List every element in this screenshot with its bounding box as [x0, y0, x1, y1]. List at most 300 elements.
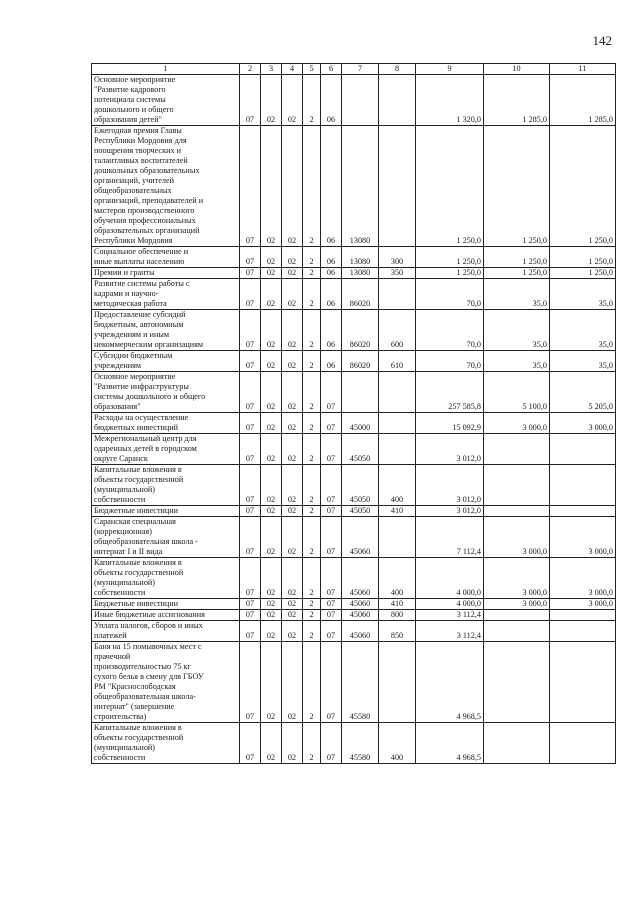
- description-line: Республики Мордовия: [94, 236, 173, 245]
- code-cell: 13080: [342, 126, 379, 247]
- row-description: [92, 642, 240, 723]
- code-cell: 02: [261, 247, 282, 268]
- code-cell: 02: [261, 75, 282, 126]
- description-line: потенциала системы: [94, 95, 166, 104]
- page-number: 142: [592, 33, 612, 48]
- code-cell: 07: [321, 506, 342, 517]
- table-row: [92, 372, 616, 413]
- amount-cell: 3 000,0: [550, 599, 616, 610]
- code-cell: 07: [240, 434, 261, 465]
- code-cell: 2: [303, 517, 321, 558]
- description-line: сухого белья в смену для ГБОУ: [94, 672, 204, 681]
- description-line: общеобразовательных: [94, 186, 172, 195]
- table-row: [92, 642, 616, 723]
- column-header: 9: [416, 64, 484, 75]
- code-cell: 45060: [342, 610, 379, 621]
- amount-cell: 1 250,0: [550, 268, 616, 279]
- code-cell: 07: [321, 599, 342, 610]
- description-line: округе Саранск: [94, 454, 148, 463]
- code-cell: 07: [321, 517, 342, 558]
- amount-cell: 70,0: [416, 310, 484, 351]
- table-row: [92, 75, 616, 126]
- description-line: (коррекционная): [94, 527, 152, 536]
- code-cell: 400: [379, 558, 416, 599]
- code-cell: 07: [240, 268, 261, 279]
- column-header: 8: [379, 64, 416, 75]
- amount-cell: [550, 610, 616, 621]
- code-cell: 02: [282, 268, 303, 279]
- code-cell: 07: [321, 413, 342, 434]
- description-line: иные выплаты населению: [94, 257, 185, 266]
- description-line: образования": [94, 402, 141, 411]
- code-cell: 45000: [342, 413, 379, 434]
- code-cell: 07: [321, 558, 342, 599]
- amount-cell: [484, 621, 550, 642]
- code-cell: 06: [321, 247, 342, 268]
- amount-cell: 3 000,0: [550, 413, 616, 434]
- description-line: РМ "Краснослободская: [94, 682, 176, 691]
- code-cell: 2: [303, 75, 321, 126]
- amount-cell: 3 000,0: [484, 413, 550, 434]
- description-line: (муниципальной): [94, 743, 156, 752]
- column-header: 7: [342, 64, 379, 75]
- column-header: 4: [282, 64, 303, 75]
- table-row: [92, 517, 616, 558]
- amount-cell: 1 250,0: [416, 126, 484, 247]
- row-description: [92, 268, 240, 279]
- code-cell: 600: [379, 310, 416, 351]
- description-line: Развитие системы работы с: [94, 279, 190, 288]
- row-description: [92, 723, 240, 764]
- description-line: кадрами и научно-: [94, 289, 159, 298]
- code-cell: 02: [282, 465, 303, 506]
- amount-cell: 70,0: [416, 279, 484, 310]
- amount-cell: [484, 506, 550, 517]
- description-line: Предоставление субсидий: [94, 310, 186, 319]
- code-cell: 02: [282, 310, 303, 351]
- description-line: обучения профессиональных: [94, 216, 196, 225]
- description-line: учреждениям и иным: [94, 330, 170, 339]
- code-cell: 2: [303, 413, 321, 434]
- amount-cell: [484, 642, 550, 723]
- column-header: 5: [303, 64, 321, 75]
- amount-cell: 257 585,8: [416, 372, 484, 413]
- code-cell: 300: [379, 247, 416, 268]
- code-cell: 2: [303, 351, 321, 372]
- description-line: интернат" (завершение: [94, 702, 175, 711]
- row-description: [92, 506, 240, 517]
- description-line: Премии и гранты: [94, 268, 155, 277]
- amount-cell: [484, 434, 550, 465]
- amount-cell: 3 000,0: [484, 517, 550, 558]
- row-description: [92, 310, 240, 351]
- description-line: Капитальные вложения в: [94, 723, 182, 732]
- description-line: Бюджетные инвестиции: [94, 599, 179, 608]
- code-cell: 2: [303, 642, 321, 723]
- budget-table: [91, 63, 616, 764]
- description-line: объекты государственной: [94, 475, 184, 484]
- row-description: [92, 126, 240, 247]
- description-line: "Развитие инфраструктуры: [94, 382, 189, 391]
- code-cell: 07: [240, 465, 261, 506]
- description-line: методическая работа: [94, 299, 167, 308]
- row-description: [92, 599, 240, 610]
- code-cell: 02: [282, 642, 303, 723]
- description-line: "Развитие кадрового: [94, 85, 166, 94]
- description-line: некоммерческим организациям: [94, 340, 204, 349]
- code-cell: 02: [282, 599, 303, 610]
- description-line: Капитальные вложения в: [94, 465, 182, 474]
- code-cell: 02: [282, 279, 303, 310]
- code-cell: 800: [379, 610, 416, 621]
- column-header: 3: [261, 64, 282, 75]
- row-description: [92, 372, 240, 413]
- code-cell: 45580: [342, 723, 379, 764]
- table-row: [92, 413, 616, 434]
- amount-cell: 35,0: [550, 351, 616, 372]
- table-body: [92, 75, 616, 764]
- amount-cell: 1 285,0: [550, 75, 616, 126]
- description-line: Основное мероприятие: [94, 372, 176, 381]
- code-cell: 2: [303, 310, 321, 351]
- code-cell: 07: [321, 610, 342, 621]
- description-line: Межрегиональный центр для: [94, 434, 197, 443]
- description-line: организаций, преподавателей и: [94, 196, 204, 205]
- description-line: (муниципальной): [94, 578, 156, 587]
- code-cell: 2: [303, 599, 321, 610]
- code-cell: 06: [321, 126, 342, 247]
- description-line: объекты государственной: [94, 568, 184, 577]
- code-cell: [379, 642, 416, 723]
- amount-cell: [484, 610, 550, 621]
- code-cell: 06: [321, 351, 342, 372]
- amount-cell: 1 250,0: [550, 126, 616, 247]
- code-cell: 45050: [342, 465, 379, 506]
- amount-cell: [550, 723, 616, 764]
- column-header: 2: [240, 64, 261, 75]
- description-line: бюджетным, автономным: [94, 320, 184, 329]
- code-cell: [379, 434, 416, 465]
- code-cell: 45060: [342, 599, 379, 610]
- amount-cell: 1 250,0: [416, 268, 484, 279]
- code-cell: 350: [379, 268, 416, 279]
- amount-cell: 35,0: [484, 351, 550, 372]
- code-cell: 400: [379, 465, 416, 506]
- code-cell: 02: [261, 310, 282, 351]
- code-cell: 07: [240, 506, 261, 517]
- amount-cell: 1 250,0: [484, 268, 550, 279]
- amount-cell: [550, 642, 616, 723]
- amount-cell: 1 250,0: [550, 247, 616, 268]
- header-row: [92, 64, 616, 75]
- code-cell: 02: [261, 351, 282, 372]
- code-cell: 02: [261, 599, 282, 610]
- table-row: [92, 723, 616, 764]
- description-line: строительства): [94, 712, 147, 721]
- code-cell: [379, 279, 416, 310]
- description-line: Ежегодная премия Главы: [94, 126, 182, 135]
- code-cell: 07: [240, 599, 261, 610]
- code-cell: 2: [303, 723, 321, 764]
- code-cell: 13080: [342, 247, 379, 268]
- description-line: платежей: [94, 631, 127, 640]
- code-cell: 07: [321, 621, 342, 642]
- row-description: [92, 247, 240, 268]
- code-cell: 13080: [342, 268, 379, 279]
- amount-cell: 3 000,0: [550, 558, 616, 599]
- code-cell: 06: [321, 75, 342, 126]
- amount-cell: 1 320,0: [416, 75, 484, 126]
- code-cell: 06: [321, 310, 342, 351]
- code-cell: 86020: [342, 310, 379, 351]
- code-cell: 410: [379, 506, 416, 517]
- code-cell: 2: [303, 434, 321, 465]
- code-cell: 2: [303, 268, 321, 279]
- description-line: образования детей": [94, 115, 162, 124]
- code-cell: 02: [261, 621, 282, 642]
- amount-cell: 3 112,4: [416, 610, 484, 621]
- amount-cell: 5 205,0: [550, 372, 616, 413]
- table-row: [92, 465, 616, 506]
- description-line: (муниципальной): [94, 485, 156, 494]
- amount-cell: 35,0: [550, 279, 616, 310]
- column-header: 11: [550, 64, 616, 75]
- code-cell: 07: [321, 642, 342, 723]
- amount-cell: 1 285,0: [484, 75, 550, 126]
- amount-cell: 4 000,0: [416, 599, 484, 610]
- amount-cell: 1 250,0: [484, 247, 550, 268]
- code-cell: 02: [261, 413, 282, 434]
- row-description: [92, 517, 240, 558]
- code-cell: 07: [321, 465, 342, 506]
- description-line: образовательных организаций: [94, 226, 200, 235]
- amount-cell: 4 000,0: [416, 558, 484, 599]
- row-description: [92, 413, 240, 434]
- table-row: [92, 621, 616, 642]
- code-cell: 02: [282, 558, 303, 599]
- code-cell: 02: [282, 434, 303, 465]
- table-row: [92, 310, 616, 351]
- amount-cell: [550, 621, 616, 642]
- description-line: собственности: [94, 495, 146, 504]
- code-cell: 2: [303, 621, 321, 642]
- code-cell: [379, 75, 416, 126]
- description-line: Уплата налогов, сборов и иных: [94, 621, 203, 630]
- code-cell: 02: [282, 506, 303, 517]
- description-line: объекты государственной: [94, 733, 184, 742]
- code-cell: 2: [303, 558, 321, 599]
- code-cell: 86020: [342, 351, 379, 372]
- description-line: собственности: [94, 588, 146, 597]
- code-cell: 07: [321, 434, 342, 465]
- code-cell: 07: [240, 372, 261, 413]
- code-cell: 02: [261, 610, 282, 621]
- code-cell: 45580: [342, 642, 379, 723]
- code-cell: 2: [303, 465, 321, 506]
- code-cell: 07: [240, 126, 261, 247]
- code-cell: 07: [240, 558, 261, 599]
- code-cell: 02: [282, 610, 303, 621]
- code-cell: 07: [321, 372, 342, 413]
- code-cell: 02: [282, 126, 303, 247]
- code-cell: [342, 75, 379, 126]
- amount-cell: 3 112,4: [416, 621, 484, 642]
- description-line: учреждениям: [94, 361, 142, 370]
- amount-cell: 3 000,0: [484, 599, 550, 610]
- code-cell: 86020: [342, 279, 379, 310]
- amount-cell: [484, 465, 550, 506]
- table-row: [92, 247, 616, 268]
- amount-cell: 35,0: [484, 310, 550, 351]
- amount-cell: 70,0: [416, 351, 484, 372]
- amount-cell: 35,0: [484, 279, 550, 310]
- description-line: Основное мероприятие: [94, 75, 176, 84]
- table-row: [92, 351, 616, 372]
- code-cell: 2: [303, 610, 321, 621]
- code-cell: 02: [261, 126, 282, 247]
- amount-cell: 15 092,9: [416, 413, 484, 434]
- description-line: Капитальные вложения в: [94, 558, 182, 567]
- code-cell: 45050: [342, 434, 379, 465]
- table-row: [92, 558, 616, 599]
- amount-cell: 1 250,0: [484, 126, 550, 247]
- amount-cell: 3 000,0: [550, 517, 616, 558]
- code-cell: 850: [379, 621, 416, 642]
- description-line: Саранская специальная: [94, 517, 176, 526]
- table-row: [92, 506, 616, 517]
- row-description: [92, 558, 240, 599]
- code-cell: 06: [321, 279, 342, 310]
- description-line: общеобразовательная школа -: [94, 537, 198, 546]
- code-cell: [342, 372, 379, 413]
- code-cell: 07: [240, 723, 261, 764]
- description-line: поощрения творческих и: [94, 146, 182, 155]
- code-cell: 02: [261, 506, 282, 517]
- code-cell: [379, 413, 416, 434]
- code-cell: 45060: [342, 517, 379, 558]
- description-line: одаренных детей в городском: [94, 444, 197, 453]
- amount-cell: 4 968,5: [416, 723, 484, 764]
- code-cell: 45060: [342, 558, 379, 599]
- code-cell: 2: [303, 279, 321, 310]
- description-line: Социальное обеспечение и: [94, 247, 189, 256]
- description-line: дошкольных образовательных: [94, 166, 200, 175]
- amount-cell: 4 968,5: [416, 642, 484, 723]
- description-line: общеобразовательная школа-: [94, 692, 196, 701]
- amount-cell: 35,0: [550, 310, 616, 351]
- code-cell: 07: [240, 517, 261, 558]
- column-header: 1: [92, 64, 240, 75]
- row-description: [92, 434, 240, 465]
- code-cell: 2: [303, 247, 321, 268]
- code-cell: 2: [303, 506, 321, 517]
- code-cell: 2: [303, 126, 321, 247]
- code-cell: 02: [282, 351, 303, 372]
- amount-cell: [550, 434, 616, 465]
- code-cell: 2: [303, 372, 321, 413]
- amount-cell: 3 012,0: [416, 506, 484, 517]
- code-cell: 410: [379, 599, 416, 610]
- table-row: [92, 610, 616, 621]
- description-line: талантливых воспитателей: [94, 156, 188, 165]
- code-cell: 07: [240, 247, 261, 268]
- code-cell: 02: [261, 723, 282, 764]
- code-cell: 07: [240, 610, 261, 621]
- column-header: 6: [321, 64, 342, 75]
- description-line: организаций, учителей: [94, 176, 174, 185]
- code-cell: [379, 372, 416, 413]
- code-cell: 07: [240, 279, 261, 310]
- code-cell: 02: [282, 413, 303, 434]
- amount-cell: 3 000,0: [484, 558, 550, 599]
- amount-cell: 3 012,0: [416, 434, 484, 465]
- code-cell: 07: [240, 642, 261, 723]
- code-cell: 45060: [342, 621, 379, 642]
- row-description: [92, 465, 240, 506]
- description-line: системы дошкольного и общего: [94, 392, 206, 401]
- code-cell: 07: [240, 310, 261, 351]
- code-cell: 07: [240, 621, 261, 642]
- table-row: [92, 279, 616, 310]
- description-line: Расходы на осуществление: [94, 413, 189, 422]
- description-line: Иные бюджетные ассигнования: [94, 610, 205, 619]
- row-description: [92, 610, 240, 621]
- code-cell: 07: [240, 413, 261, 434]
- code-cell: 02: [282, 517, 303, 558]
- code-cell: 02: [261, 465, 282, 506]
- code-cell: 610: [379, 351, 416, 372]
- code-cell: 02: [282, 75, 303, 126]
- code-cell: 45050: [342, 506, 379, 517]
- row-description: [92, 351, 240, 372]
- code-cell: 02: [261, 517, 282, 558]
- code-cell: 07: [240, 75, 261, 126]
- description-line: интернат I и II вида: [94, 547, 163, 556]
- code-cell: 06: [321, 268, 342, 279]
- description-line: собственности: [94, 753, 146, 762]
- row-description: [92, 279, 240, 310]
- description-line: производительностью 75 кг: [94, 662, 191, 671]
- table-row: [92, 268, 616, 279]
- code-cell: 400: [379, 723, 416, 764]
- code-cell: 07: [321, 723, 342, 764]
- code-cell: 02: [261, 642, 282, 723]
- code-cell: 02: [261, 434, 282, 465]
- description-line: Баня на 15 помывочных мест с: [94, 642, 202, 651]
- code-cell: [379, 517, 416, 558]
- description-line: мастеров производственного: [94, 206, 195, 215]
- column-header: 10: [484, 64, 550, 75]
- code-cell: 02: [282, 372, 303, 413]
- code-cell: 02: [261, 279, 282, 310]
- code-cell: 02: [261, 558, 282, 599]
- amount-cell: 1 250,0: [416, 247, 484, 268]
- code-cell: 02: [282, 723, 303, 764]
- description-line: Республики Мордовия для: [94, 136, 187, 145]
- row-description: [92, 621, 240, 642]
- table-row: [92, 434, 616, 465]
- description-line: Бюджетные инвестиции: [94, 506, 179, 515]
- code-cell: 07: [240, 351, 261, 372]
- amount-cell: 7 112,4: [416, 517, 484, 558]
- amount-cell: 3 012,0: [416, 465, 484, 506]
- amount-cell: [550, 465, 616, 506]
- code-cell: 02: [261, 268, 282, 279]
- table-row: [92, 126, 616, 247]
- row-description: [92, 75, 240, 126]
- code-cell: 02: [282, 621, 303, 642]
- code-cell: 02: [261, 372, 282, 413]
